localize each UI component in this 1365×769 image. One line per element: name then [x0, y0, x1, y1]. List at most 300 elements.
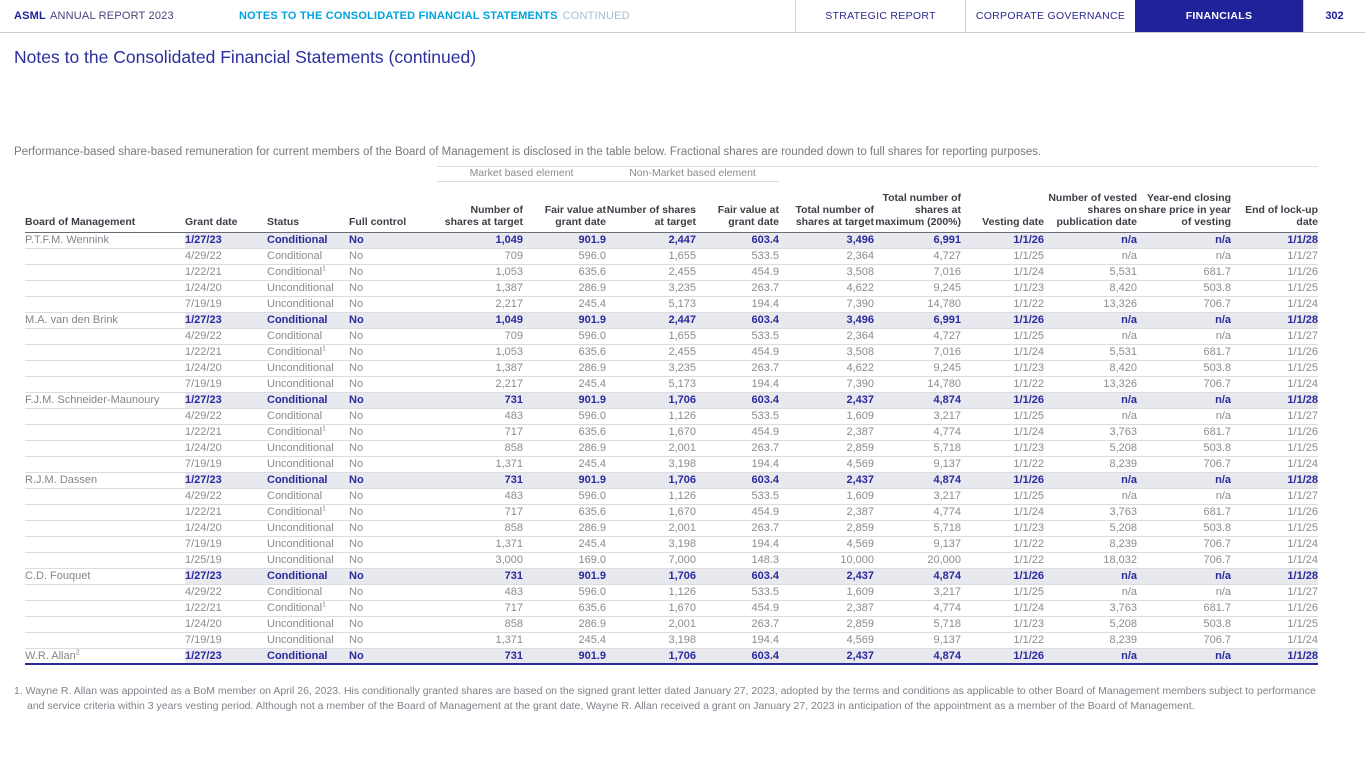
table-cell: 596.0 — [523, 248, 606, 264]
table-cell: 731 — [437, 392, 523, 408]
table-cell: 1/27/23 — [185, 312, 267, 328]
table-cell: 901.9 — [523, 392, 606, 408]
table-row — [25, 600, 1318, 616]
table-cell: n/a — [1137, 568, 1231, 584]
table-cell: Conditional — [267, 392, 349, 408]
table-cell: No — [349, 488, 437, 504]
table-cell: 1/1/24 — [961, 344, 1044, 360]
table-cell: 20,000 — [874, 552, 961, 568]
table-cell: 1,053 — [437, 344, 523, 360]
remuneration-table — [25, 166, 1318, 665]
table-row — [25, 408, 1318, 424]
table-cell: 1/1/26 — [1231, 264, 1318, 280]
table-cell: 483 — [437, 408, 523, 424]
table-cell: No — [349, 232, 437, 248]
table-cell: 1/1/26 — [961, 312, 1044, 328]
table-cell: Unconditional — [267, 296, 349, 312]
table-cell: 1,371 — [437, 632, 523, 648]
table-cell: 1/1/26 — [961, 568, 1044, 584]
table-cell: 1/1/25 — [961, 584, 1044, 600]
table-cell: No — [349, 248, 437, 264]
member-name-cell — [25, 520, 185, 536]
table-cell: 1/1/28 — [1231, 232, 1318, 248]
table-cell: 1/1/24 — [961, 504, 1044, 520]
table-row — [25, 584, 1318, 600]
table-row — [25, 264, 1318, 280]
table-cell: 1/24/20 — [185, 520, 267, 536]
table-cell: n/a — [1137, 488, 1231, 504]
member-name-cell — [25, 600, 185, 616]
table-row — [25, 552, 1318, 568]
table-cell: 901.9 — [523, 232, 606, 248]
table-cell: 1/1/26 — [1231, 600, 1318, 616]
table-cell: 1/27/23 — [185, 392, 267, 408]
col-board-of-management: Board of Management — [25, 182, 185, 233]
table-cell: 1/1/28 — [1231, 472, 1318, 488]
table-cell: 13,326 — [1044, 376, 1137, 392]
tab-financials[interactable]: FINANCIALS — [1135, 0, 1303, 32]
table-cell: Unconditional — [267, 440, 349, 456]
table-cell: 454.9 — [696, 424, 779, 440]
table-cell: 3,198 — [606, 536, 696, 552]
table-cell: 2,455 — [606, 344, 696, 360]
table-cell: No — [349, 408, 437, 424]
table-row — [25, 280, 1318, 296]
member-name-cell: M.A. van den Brink — [25, 312, 185, 328]
table-cell: 503.8 — [1137, 360, 1231, 376]
table-cell: 5,718 — [874, 520, 961, 536]
table-cell: 901.9 — [523, 312, 606, 328]
table-cell: 454.9 — [696, 600, 779, 616]
table-cell: 1/1/22 — [961, 632, 1044, 648]
table-cell: No — [349, 264, 437, 280]
table-cell: 2,364 — [779, 328, 874, 344]
table-cell: n/a — [1137, 408, 1231, 424]
table-cell: 603.4 — [696, 472, 779, 488]
table-row — [25, 504, 1318, 520]
table-cell: 1/1/24 — [961, 264, 1044, 280]
table-cell: 635.6 — [523, 344, 606, 360]
table-cell: 148.3 — [696, 552, 779, 568]
table-cell: 13,326 — [1044, 296, 1137, 312]
table-cell: 901.9 — [523, 648, 606, 664]
member-name-cell — [25, 328, 185, 344]
table-cell: 3,508 — [779, 264, 874, 280]
table-cell: 1/1/22 — [961, 376, 1044, 392]
table-cell: 5,208 — [1044, 520, 1137, 536]
page-title: Notes to the Consolidated Financial Statements (continued) — [14, 47, 477, 67]
group-header-spacer — [25, 167, 437, 182]
col-nonmarket-fair-value: Fair value at grant date — [696, 182, 779, 233]
table-cell: 3,235 — [606, 360, 696, 376]
table-row — [25, 440, 1318, 456]
table-cell: 4,622 — [779, 360, 874, 376]
table-cell: 533.5 — [696, 584, 779, 600]
table-cell: 2,001 — [606, 520, 696, 536]
table-cell: 1/27/23 — [185, 472, 267, 488]
table-cell: Conditional$^1$ — [267, 344, 349, 360]
table-cell: No — [349, 456, 437, 472]
table-cell: 731 — [437, 568, 523, 584]
table-cell: 503.8 — [1137, 280, 1231, 296]
table-cell: 1/1/28 — [1231, 648, 1318, 664]
table-cell: Conditional — [267, 248, 349, 264]
table-cell: 7,016 — [874, 264, 961, 280]
table-cell: No — [349, 312, 437, 328]
table-cell: 1/1/27 — [1231, 488, 1318, 504]
table-cell: 2,217 — [437, 376, 523, 392]
table-cell: 2,387 — [779, 600, 874, 616]
table-cell: Conditional — [267, 568, 349, 584]
table-cell: 1,126 — [606, 488, 696, 504]
table-cell: 1/1/25 — [1231, 280, 1318, 296]
table-row — [25, 312, 1318, 328]
table-cell: 4,874 — [874, 648, 961, 664]
table-cell: Unconditional — [267, 376, 349, 392]
table-cell: 1/1/22 — [961, 536, 1044, 552]
table-cell: 286.9 — [523, 520, 606, 536]
table-cell: 706.7 — [1137, 296, 1231, 312]
table-cell: 4,874 — [874, 392, 961, 408]
table-cell: n/a — [1137, 648, 1231, 664]
table-cell: 2,001 — [606, 616, 696, 632]
table-cell: Conditional — [267, 232, 349, 248]
table-cell: 5,208 — [1044, 440, 1137, 456]
member-name-cell — [25, 360, 185, 376]
table-cell: Unconditional — [267, 520, 349, 536]
table-cell: 8,420 — [1044, 280, 1137, 296]
top-bar — [0, 0, 1365, 33]
table-cell: 9,137 — [874, 632, 961, 648]
table-cell: 635.6 — [523, 424, 606, 440]
table-cell: 9,137 — [874, 536, 961, 552]
table-cell: 7/19/19 — [185, 296, 267, 312]
table-cell: 4,727 — [874, 328, 961, 344]
table-cell: 3,235 — [606, 280, 696, 296]
table-cell: 4,569 — [779, 632, 874, 648]
table-cell: No — [349, 440, 437, 456]
table-cell: 706.7 — [1137, 632, 1231, 648]
table-cell: 681.7 — [1137, 600, 1231, 616]
table-cell: 5,718 — [874, 616, 961, 632]
table-cell: 3,217 — [874, 408, 961, 424]
table-cell: 263.7 — [696, 360, 779, 376]
table-cell: 1/1/23 — [961, 520, 1044, 536]
table-cell: Conditional$^1$ — [267, 264, 349, 280]
table-cell: 858 — [437, 616, 523, 632]
member-name-cell — [25, 456, 185, 472]
report-tabs — [795, 0, 1365, 32]
table-cell: 1/1/24 — [1231, 456, 1318, 472]
table-cell: 194.4 — [696, 296, 779, 312]
table-cell: 9,245 — [874, 360, 961, 376]
table-cell: 1/1/25 — [961, 408, 1044, 424]
table-cell: 169.0 — [523, 552, 606, 568]
table-cell: 4/29/22 — [185, 328, 267, 344]
col-yearend-closing-price: Year-end closing share price in year of vesting — [1137, 182, 1231, 233]
table-cell: Conditional$^1$ — [267, 600, 349, 616]
member-name-cell — [25, 440, 185, 456]
table-cell: 709 — [437, 248, 523, 264]
member-name-cell — [25, 616, 185, 632]
table-row — [25, 632, 1318, 648]
table-cell: No — [349, 648, 437, 664]
table-cell: 3,508 — [779, 344, 874, 360]
table-cell: 3,000 — [437, 552, 523, 568]
group-header-spacer — [779, 167, 1318, 182]
table-cell: 14,780 — [874, 376, 961, 392]
table-cell: 3,217 — [874, 488, 961, 504]
table-cell: 8,239 — [1044, 456, 1137, 472]
table-cell: Conditional$^1$ — [267, 504, 349, 520]
table-cell: 1/24/20 — [185, 616, 267, 632]
table-row — [25, 344, 1318, 360]
member-name-cell — [25, 280, 185, 296]
table-cell: Conditional — [267, 472, 349, 488]
table-cell: 245.4 — [523, 632, 606, 648]
table-cell: 1/24/20 — [185, 440, 267, 456]
table-cell: No — [349, 504, 437, 520]
table-cell: 1/1/28 — [1231, 312, 1318, 328]
table-cell: No — [349, 552, 437, 568]
table-cell: 603.4 — [696, 648, 779, 664]
table-cell: 681.7 — [1137, 424, 1231, 440]
table-cell: 483 — [437, 488, 523, 504]
col-end-of-lockup-date: End of lock-up date — [1231, 182, 1318, 233]
table-cell: 4,774 — [874, 424, 961, 440]
table-cell: 596.0 — [523, 584, 606, 600]
table-cell: n/a — [1044, 568, 1137, 584]
table-cell: 1/24/20 — [185, 360, 267, 376]
table-cell: 1,609 — [779, 584, 874, 600]
table-cell: 1/1/22 — [961, 456, 1044, 472]
table-cell: 1/1/22 — [961, 296, 1044, 312]
table-cell: 1/25/19 — [185, 552, 267, 568]
breadcrumb-continued: CONTINUED — [562, 10, 630, 22]
table-cell: 7,390 — [779, 296, 874, 312]
table-cell: Conditional — [267, 328, 349, 344]
table-cell: Unconditional — [267, 456, 349, 472]
table-cell: 901.9 — [523, 472, 606, 488]
table-row — [25, 328, 1318, 344]
table-cell: 9,245 — [874, 280, 961, 296]
group-header-market: Market based element — [437, 167, 606, 182]
col-market-fair-value: Fair value at grant date — [523, 182, 606, 233]
table-row — [25, 248, 1318, 264]
table-cell: 1/1/22 — [961, 552, 1044, 568]
table-cell: 1/1/25 — [961, 328, 1044, 344]
table-cell: 1/1/24 — [961, 600, 1044, 616]
table-cell: 5,718 — [874, 440, 961, 456]
table-cell: 5,173 — [606, 296, 696, 312]
table-cell: 533.5 — [696, 328, 779, 344]
table-cell: Unconditional — [267, 632, 349, 648]
table-cell: 3,763 — [1044, 600, 1137, 616]
table-cell: 4,727 — [874, 248, 961, 264]
table-cell: 681.7 — [1137, 264, 1231, 280]
table-cell: 706.7 — [1137, 552, 1231, 568]
table-cell: 286.9 — [523, 616, 606, 632]
table-cell: No — [349, 376, 437, 392]
table-cell: n/a — [1137, 584, 1231, 600]
table-cell: No — [349, 328, 437, 344]
member-name-cell — [25, 632, 185, 648]
table-cell: 1,609 — [779, 408, 874, 424]
breadcrumb-section: NOTES TO THE CONSOLIDATED FINANCIAL STATEMENTS — [239, 10, 558, 22]
table-cell: 10,000 — [779, 552, 874, 568]
table-cell: 7/19/19 — [185, 632, 267, 648]
col-vesting-date: Vesting date — [961, 182, 1044, 233]
table-cell: 1/24/20 — [185, 280, 267, 296]
table-cell: No — [349, 584, 437, 600]
tab-strategic-report[interactable]: STRATEGIC REPORT — [795, 0, 965, 32]
table-cell: 706.7 — [1137, 536, 1231, 552]
table-cell: 1/1/27 — [1231, 584, 1318, 600]
table-cell: No — [349, 616, 437, 632]
table-cell: n/a — [1137, 392, 1231, 408]
table-cell: 1,371 — [437, 456, 523, 472]
table-row — [25, 360, 1318, 376]
table-cell: 717 — [437, 504, 523, 520]
table-cell: Conditional$^1$ — [267, 424, 349, 440]
table-cell: 731 — [437, 648, 523, 664]
table-cell: 3,763 — [1044, 424, 1137, 440]
table-cell: 1/22/21 — [185, 600, 267, 616]
table-cell: 5,208 — [1044, 616, 1137, 632]
table-cell: No — [349, 360, 437, 376]
table-cell: 7,000 — [606, 552, 696, 568]
table-cell: 2,001 — [606, 440, 696, 456]
table-cell: 454.9 — [696, 344, 779, 360]
table-cell: 1/1/23 — [961, 616, 1044, 632]
table-cell: 454.9 — [696, 264, 779, 280]
table-cell: 194.4 — [696, 376, 779, 392]
col-grant-date: Grant date — [185, 182, 267, 233]
table-row — [25, 488, 1318, 504]
table-cell: 286.9 — [523, 360, 606, 376]
table-cell: n/a — [1044, 648, 1137, 664]
table-cell: 3,496 — [779, 232, 874, 248]
table-cell: 3,217 — [874, 584, 961, 600]
table-cell: 858 — [437, 440, 523, 456]
table-cell: 1,655 — [606, 248, 696, 264]
member-name-cell — [25, 344, 185, 360]
table-cell: 635.6 — [523, 264, 606, 280]
page-number: 302 — [1303, 0, 1365, 32]
table-cell: 858 — [437, 520, 523, 536]
member-name-cell — [25, 584, 185, 600]
tab-corporate-governance[interactable]: CORPORATE GOVERNANCE — [965, 0, 1135, 32]
table-cell: 1,706 — [606, 472, 696, 488]
table-cell: Unconditional — [267, 536, 349, 552]
table-cell: No — [349, 296, 437, 312]
table-cell: n/a — [1044, 328, 1137, 344]
table-row — [25, 232, 1318, 248]
table-cell: 596.0 — [523, 488, 606, 504]
table-cell: 4/29/22 — [185, 488, 267, 504]
table-cell: 2,364 — [779, 248, 874, 264]
intro-paragraph: Performance-based share-based remuneration for current members of the Board of Management is disclosed in the table below. Fractional shares are rounded down to full shares for reporting purposes. — [14, 146, 1042, 158]
table-cell: 1/1/25 — [1231, 360, 1318, 376]
table-cell: 2,859 — [779, 616, 874, 632]
table-cell: 2,437 — [779, 472, 874, 488]
group-header-non-market: Non-Market based element — [606, 167, 779, 182]
table-cell: 1/1/24 — [961, 424, 1044, 440]
table-cell: 1/1/26 — [1231, 344, 1318, 360]
table-cell: 1,670 — [606, 424, 696, 440]
table-cell: 533.5 — [696, 248, 779, 264]
table-cell: 1/27/23 — [185, 648, 267, 664]
table-cell: 4/29/22 — [185, 248, 267, 264]
table-cell: 3,763 — [1044, 504, 1137, 520]
table-cell: 1/22/21 — [185, 424, 267, 440]
table-cell: n/a — [1044, 584, 1137, 600]
member-name-cell: F.J.M. Schneider-Maunoury — [25, 392, 185, 408]
table-cell: 263.7 — [696, 520, 779, 536]
member-name-cell: W.R. Allan$^2$ — [25, 648, 185, 664]
footnote: 1. Wayne R. Allan was appointed as a BoM member on April 26, 2023. His conditionally granted shares are based on the signed grant letter dated January 27, 2023, adopted by the terms and conditions as applicable to other Board of Management members subject to performance and service criteria within 3 years vesting period. Although not a member of the Board of Management at the grant date, Wayne R. Allan received a grant on January 27, 2023 in anticipation of the appointment as a member of the Board of Management. — [14, 685, 1316, 713]
table-cell: n/a — [1044, 232, 1137, 248]
brand-name: ASML — [14, 10, 46, 22]
table-cell: 1,387 — [437, 360, 523, 376]
table-cell: n/a — [1137, 312, 1231, 328]
table-cell: 3,198 — [606, 456, 696, 472]
table-cell: 533.5 — [696, 488, 779, 504]
table-cell: 1,371 — [437, 536, 523, 552]
table-row — [25, 376, 1318, 392]
table-cell: 1,706 — [606, 568, 696, 584]
table-cell: 635.6 — [523, 504, 606, 520]
table-cell: 1/1/24 — [1231, 632, 1318, 648]
table-cell: 1/1/24 — [1231, 536, 1318, 552]
table-cell: 1,670 — [606, 504, 696, 520]
member-name-cell — [25, 504, 185, 520]
table-cell: 1/1/25 — [1231, 616, 1318, 632]
table-cell: No — [349, 280, 437, 296]
table-cell: 263.7 — [696, 616, 779, 632]
table-cell: 14,780 — [874, 296, 961, 312]
table-cell: 596.0 — [523, 328, 606, 344]
table-cell: 7/19/19 — [185, 536, 267, 552]
table-cell: 1/1/27 — [1231, 328, 1318, 344]
table-cell: 6,991 — [874, 232, 961, 248]
table-cell: 3,198 — [606, 632, 696, 648]
table-cell: n/a — [1137, 232, 1231, 248]
table-cell: 1,126 — [606, 584, 696, 600]
table-cell: No — [349, 632, 437, 648]
table-cell: 1/22/21 — [185, 344, 267, 360]
table-cell: 3,496 — [779, 312, 874, 328]
table-cell: 4,774 — [874, 600, 961, 616]
member-name-cell — [25, 408, 185, 424]
table-row — [25, 648, 1318, 664]
table-cell: 1/1/23 — [961, 360, 1044, 376]
table-cell: 5,531 — [1044, 264, 1137, 280]
group-header-row — [25, 167, 1318, 182]
table-cell: 603.4 — [696, 392, 779, 408]
table-row — [25, 520, 1318, 536]
table-cell: 286.9 — [523, 440, 606, 456]
table-cell: 7,390 — [779, 376, 874, 392]
table-cell: 7,016 — [874, 344, 961, 360]
table-cell: 1/22/21 — [185, 504, 267, 520]
table-cell: 603.4 — [696, 568, 779, 584]
table-cell: 8,239 — [1044, 536, 1137, 552]
table-cell: 1/1/26 — [961, 232, 1044, 248]
table-cell: 1/1/25 — [1231, 440, 1318, 456]
table-cell: 194.4 — [696, 632, 779, 648]
table-cell: n/a — [1044, 408, 1137, 424]
